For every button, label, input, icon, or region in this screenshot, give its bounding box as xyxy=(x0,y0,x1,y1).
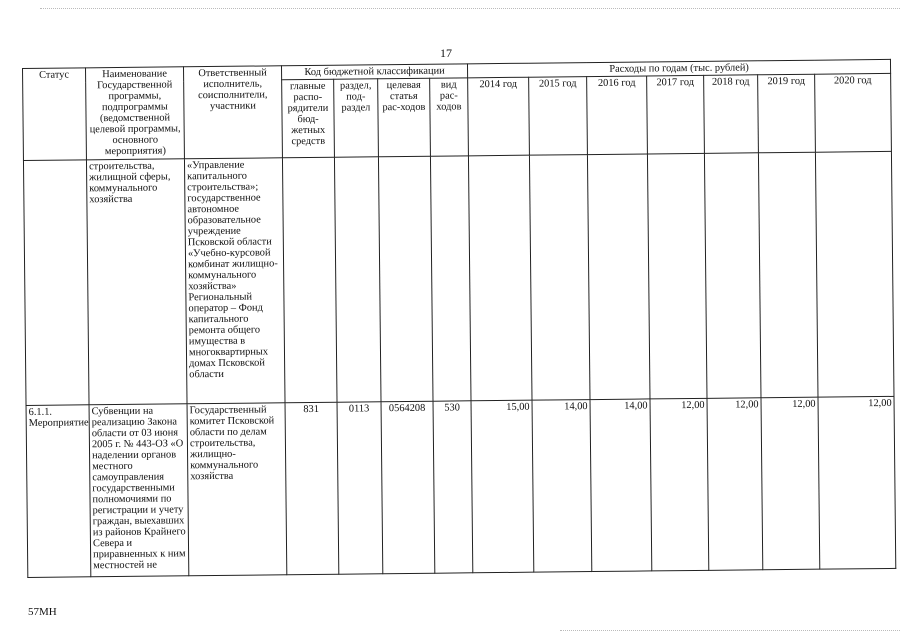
cell-value-2019: 12,00 xyxy=(761,397,820,570)
cell-status: 6.1.1. Мероприятие xyxy=(26,405,91,578)
cell-value-2018: 12,00 xyxy=(707,398,763,571)
cell-code-grbs xyxy=(282,157,337,403)
table-row xyxy=(26,396,896,577)
header-year-2016: 2016 год xyxy=(587,76,648,155)
scan-bottom-edge xyxy=(560,630,900,631)
page-number: 17 xyxy=(440,46,452,60)
cell-executor: Государственный комитет Псковской области по делам строительства, жилищно-коммунального хозяйства xyxy=(187,403,287,576)
header-code-type: вид рас-ходов xyxy=(430,78,469,156)
cell-name: строительства, жилищной сферы, коммунального хозяйства xyxy=(86,159,187,405)
header-year-2019: 2019 год xyxy=(758,74,816,153)
cell-value-2014 xyxy=(468,155,532,401)
cell-value-2018 xyxy=(704,153,761,399)
cell-code-section: 0113 xyxy=(337,402,383,574)
budget-table xyxy=(22,59,896,578)
header-year-2014: 2014 год xyxy=(468,77,530,156)
cell-value-2015: 14,00 xyxy=(532,400,592,573)
cell-status xyxy=(23,160,89,406)
footer-code: 57МН xyxy=(28,606,57,618)
table-row xyxy=(23,151,894,405)
header-status: Статус xyxy=(23,68,87,161)
budget-table-sheet xyxy=(22,59,896,598)
cell-value-2014: 15,00 xyxy=(471,400,534,573)
header-code-section: раздел, под-раздел xyxy=(334,79,379,157)
cell-value-2016: 14,00 xyxy=(590,399,652,572)
header-year-2018: 2018 год xyxy=(704,75,759,154)
header-executor: Ответственный исполнитель, соисполнители, участники xyxy=(183,66,282,159)
cell-code-type: 530 xyxy=(433,401,473,573)
header-name: Наименование Государственной программы, подпрограммы (ведомственной целевой программы, основного мероприятия) xyxy=(86,67,185,160)
cell-value-2016 xyxy=(587,154,650,400)
cell-value-2017 xyxy=(647,153,707,399)
cell-code-type xyxy=(430,156,471,401)
header-code-grbs: главные распо-рядители бюд-жетных средств xyxy=(282,79,335,158)
header-year-2020: 2020 год xyxy=(815,73,892,152)
cell-code-target xyxy=(378,156,433,402)
header-code-target: целевая статья рас-ходов xyxy=(378,78,431,157)
cell-value-2019 xyxy=(758,152,818,398)
cell-name: Субвенции на реализацию Закона области от 03 июня 2005 г. № 443-ОЗ «О наделении органов местного самоуправления государственными полномочиями по регистрации и учету граждан, выехавших из районов Крайнего Севера и приравненных к ним местностей не xyxy=(89,404,189,577)
cell-value-2015 xyxy=(529,155,590,401)
header-code-group: Код бюджетной классификации xyxy=(281,64,467,80)
scan-top-edge xyxy=(40,8,900,9)
cell-code-grbs: 831 xyxy=(285,402,339,575)
cell-executor: «Управление капитального строительства»; государственное автономное образовательное учреждение Псковской области «Учебно-курсовой комбинат жилищно-коммунального хозяйства» Региональный оператор – Фонд капитального ремонта общего имущества в многоквартирных домах Псковской области xyxy=(184,158,285,404)
header-years-group: Расходы по годам (тыс. рублей) xyxy=(468,59,891,77)
cell-value-2020: 12,00 xyxy=(818,396,896,569)
cell-code-target: 0564208 xyxy=(381,401,435,574)
cell-value-2017: 12,00 xyxy=(650,398,709,571)
cell-value-2020 xyxy=(815,151,894,397)
header-year-2015: 2015 год xyxy=(529,77,588,156)
header-year-2017: 2017 год xyxy=(647,75,705,154)
cell-code-section xyxy=(334,157,381,402)
